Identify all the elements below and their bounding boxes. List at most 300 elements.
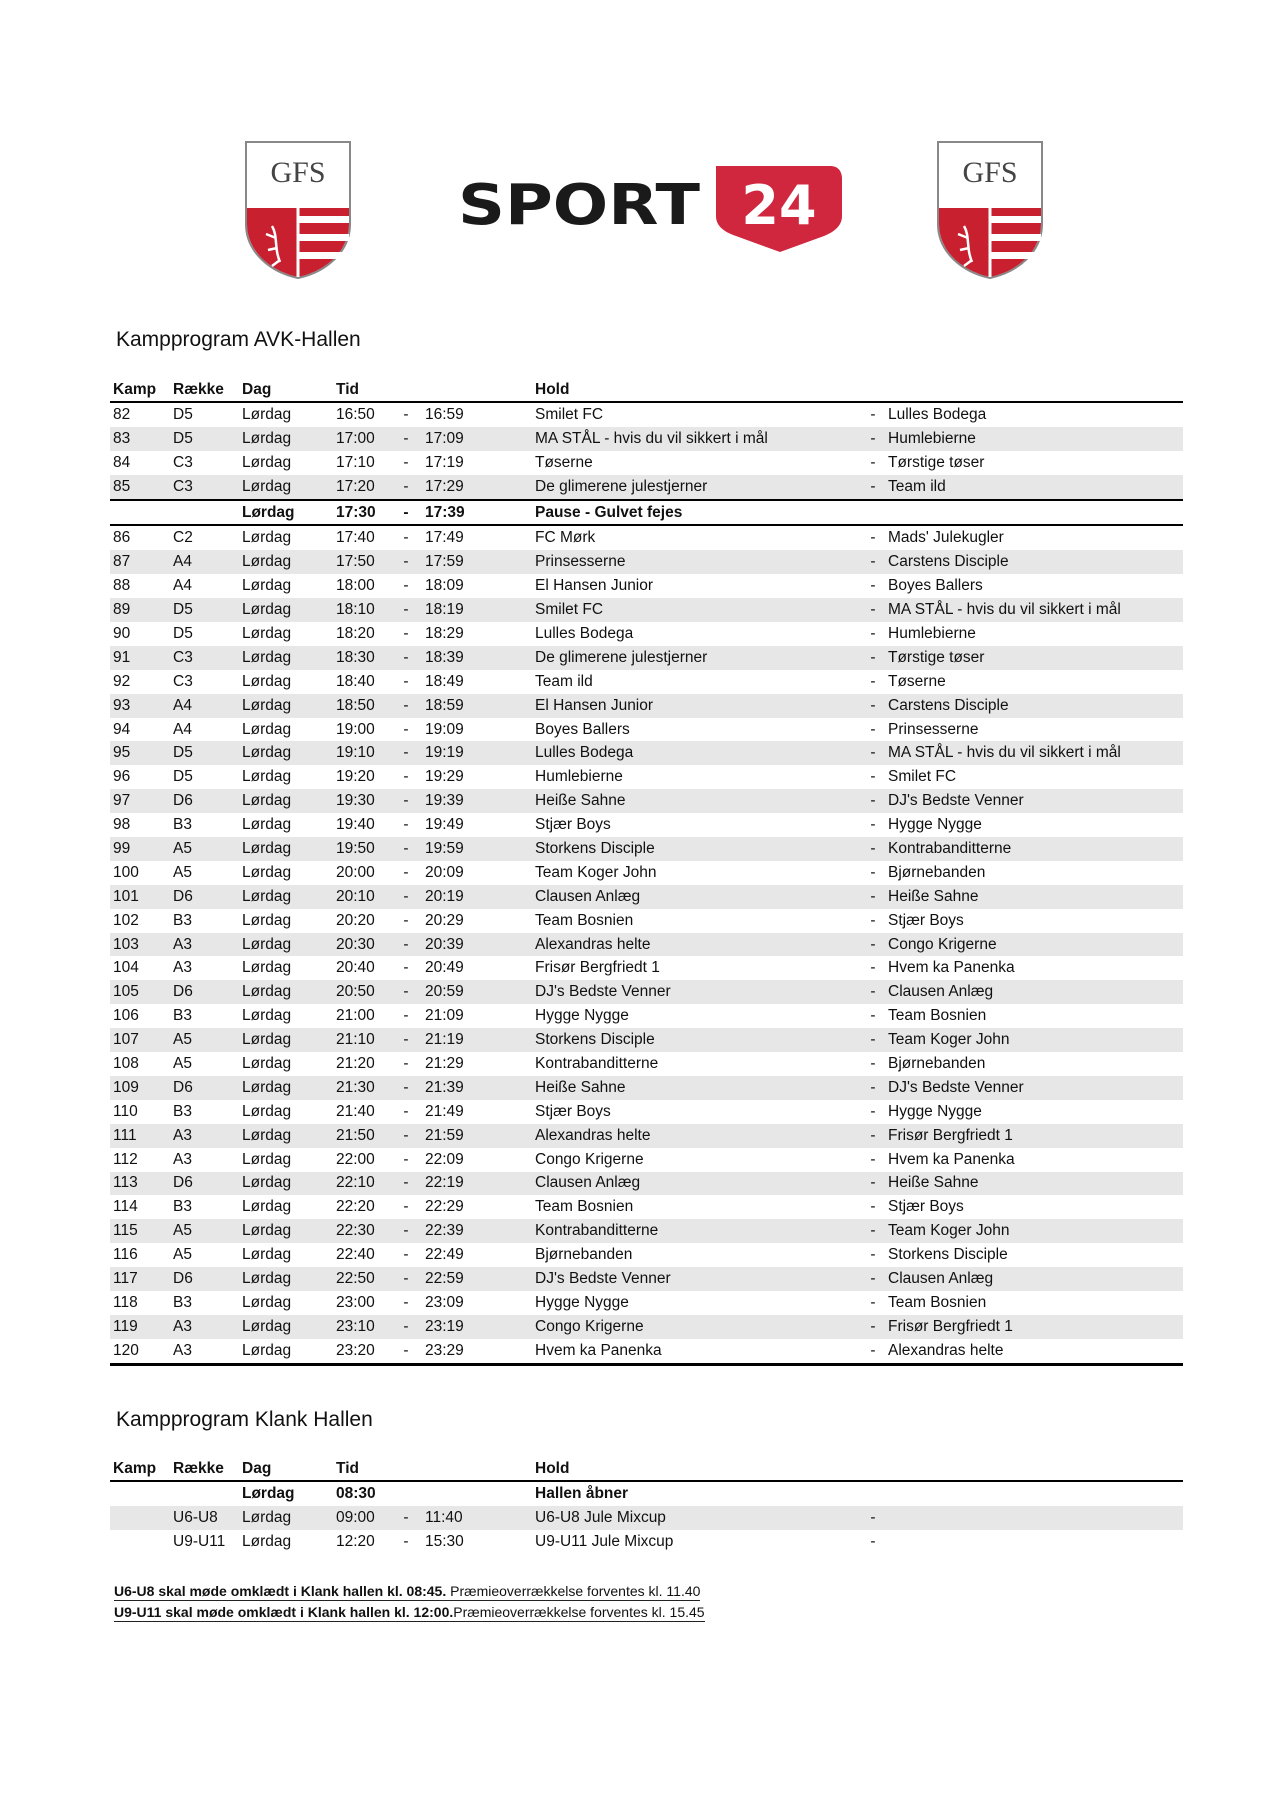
cell-away: DJ's Bedste Venner: [885, 1076, 1183, 1100]
cell-away: Lulles Bodega: [888, 405, 987, 423]
cell-dash: -: [390, 598, 422, 622]
cell-raekke: B3: [173, 816, 192, 834]
cell-t1: 17:40: [336, 529, 375, 547]
cell-dash: -: [390, 1267, 422, 1291]
section-title-avk: Kampprogram AVK-Hallen: [116, 328, 361, 351]
table-row: [110, 1339, 1183, 1364]
cell-sep: -: [861, 598, 885, 622]
cell-raekke: D5: [173, 624, 193, 642]
cell-sep: -: [861, 885, 885, 909]
cell-home: U6-U8 Jule Mixcup: [532, 1506, 861, 1530]
table-row: [110, 1100, 1183, 1124]
table-row: [110, 574, 1183, 598]
cell-t2: 22:29: [425, 1198, 464, 1216]
cell-home: Storkens Disciple: [532, 1028, 861, 1052]
cell-t2: 23:09: [425, 1293, 464, 1311]
cell-dag: Lørdag: [242, 577, 292, 595]
cell-dag: Lørdag: [242, 1007, 292, 1025]
cell-raekke: D6: [170, 1172, 239, 1196]
cell-away: Congo Krigerne: [885, 933, 1183, 957]
cell-home: Team Koger John: [535, 863, 657, 881]
cell-t2: 18:09: [425, 577, 464, 595]
cell-away: Smilet FC: [888, 768, 957, 786]
cell-t1: 23:00: [336, 1293, 375, 1311]
cell-raekke: A5: [170, 837, 239, 861]
cell-home: Team Bosnien: [535, 1198, 634, 1216]
cell-home: FC Mørk: [535, 529, 596, 547]
cell-dag: Lørdag: [239, 1339, 333, 1364]
cell-sep: -: [870, 624, 876, 642]
cell-t1: 19:20: [336, 768, 375, 786]
cell-home: Kontrabanditterne: [535, 1054, 659, 1072]
table-row: [110, 956, 1183, 980]
cell-raekke: A3: [170, 933, 239, 957]
cell-home: Frisør Bergfriedt 1: [535, 959, 660, 977]
table-row: [110, 789, 1183, 813]
cell-away: Clausen Anlæg: [885, 1267, 1183, 1291]
cell-kamp: 109: [110, 1076, 170, 1100]
cell-t2: 19:29: [425, 768, 464, 786]
cell-away: DJ's Bedste Venner: [885, 789, 1183, 813]
cell-kamp: 90: [113, 624, 131, 642]
cell-t1: 18:50: [333, 694, 390, 718]
cell-t1: 19:10: [333, 741, 390, 765]
schedule-table-avk: [110, 379, 1183, 1366]
cell-sep: -: [861, 1267, 885, 1291]
cell-dash: -: [403, 1007, 409, 1025]
cell-home: Team Bosnien: [535, 911, 634, 929]
cell-away: Heiße Sahne: [885, 885, 1183, 909]
cell-home: El Hansen Junior: [535, 577, 654, 595]
cell-home: Bjørnebanden: [535, 1246, 633, 1264]
table-row: [110, 622, 1183, 646]
cell-t1: 17:50: [333, 550, 390, 574]
cell-away: [885, 500, 1183, 526]
cell-raekke: [170, 1481, 239, 1506]
gfs-crest-logo: [244, 140, 352, 280]
cell-sep: -: [870, 1246, 876, 1264]
cell-kamp: 111: [110, 1124, 170, 1148]
cell-away: Team Koger John: [885, 1028, 1183, 1052]
cell-dag: Lørdag: [239, 885, 333, 909]
cell-sep: -: [870, 720, 876, 738]
cell-raekke: A4: [170, 550, 239, 574]
cell-dag: Lørdag: [239, 1124, 333, 1148]
cell-raekke: A5: [173, 1054, 192, 1072]
cell-t2: 22:09: [425, 1150, 464, 1168]
cell-t1: 19:40: [336, 816, 375, 834]
cell-sep: -: [870, 577, 876, 595]
cell-dash: -: [403, 1150, 409, 1168]
cell-home: DJ's Bedste Venner: [532, 980, 861, 1004]
gfs-crest-logo: [936, 140, 1044, 280]
cell-t1: 20:40: [336, 959, 375, 977]
table-row: [110, 1219, 1183, 1243]
cell-dash: -: [390, 933, 422, 957]
table-row: [110, 1530, 1183, 1554]
table-row: [110, 741, 1183, 765]
table-row: [110, 837, 1183, 861]
cell-sep: -: [861, 1506, 885, 1530]
cell-raekke: B3: [173, 911, 192, 929]
cell-dash: -: [390, 980, 422, 1004]
cell-t2: 15:30: [425, 1532, 464, 1550]
cell-dag: Lørdag: [242, 911, 292, 929]
cell-dag: Lørdag: [242, 1150, 292, 1168]
cell-raekke: A4: [173, 577, 192, 595]
cell-dag: Lørdag: [239, 741, 333, 765]
cell-dash: -: [403, 672, 409, 690]
col-raekke: Række: [170, 379, 239, 402]
table-row: [110, 1124, 1183, 1148]
cell-raekke: D6: [170, 1267, 239, 1291]
cell-t1: 22:00: [336, 1150, 375, 1168]
col-dag: Dag: [239, 379, 333, 402]
table-row: [110, 475, 1183, 500]
cell-kamp: 98: [113, 816, 131, 834]
cell-kamp: 82: [113, 405, 131, 423]
cell-away: Carstens Disciple: [885, 694, 1183, 718]
cell-away: Kontrabanditterne: [885, 837, 1183, 861]
cell-sep: -: [861, 1339, 885, 1364]
cell-raekke: B3: [173, 1293, 192, 1311]
cell-sep: -: [870, 1007, 876, 1025]
cell-dag: Lørdag: [242, 672, 292, 690]
cell-dag: Lørdag: [242, 863, 292, 881]
cell-t1: 19:50: [333, 837, 390, 861]
cell-home: El Hansen Junior: [532, 694, 861, 718]
cell-kamp: 116: [113, 1246, 138, 1264]
cell-raekke: D5: [170, 598, 239, 622]
cell-sep: -: [870, 405, 876, 423]
col-kamp: Kamp: [110, 1458, 170, 1481]
cell-sep: -: [870, 453, 876, 471]
cell-dash: -: [403, 1102, 409, 1120]
cell-raekke: B3: [173, 1198, 192, 1216]
cell-t2: 17:39: [422, 500, 532, 526]
cell-t2: 22:19: [422, 1172, 532, 1196]
cell-kamp: 113: [110, 1172, 170, 1196]
table-row: [110, 1291, 1183, 1315]
cell-home: Hvem ka Panenka: [532, 1339, 861, 1364]
cell-t1: 17:20: [333, 475, 390, 500]
cell-kamp: 110: [113, 1102, 138, 1120]
cell-t1: 12:20: [336, 1532, 375, 1550]
cell-kamp: 91: [110, 646, 170, 670]
cell-dash: -: [390, 789, 422, 813]
cell-kamp: [110, 1530, 170, 1554]
cell-away: Bjørnebanden: [888, 863, 986, 881]
cell-away: Team ild: [885, 475, 1183, 500]
cell-raekke: D5: [173, 768, 193, 786]
cell-home: Team ild: [535, 672, 593, 690]
header-logos: [0, 140, 1282, 290]
cell-dash: -: [403, 405, 409, 423]
cell-dash: -: [390, 427, 422, 451]
cell-away: Tøserne: [888, 672, 946, 690]
cell-dash: -: [390, 741, 422, 765]
cell-dag: Lørdag: [239, 1172, 333, 1196]
cell-dash: -: [403, 911, 409, 929]
cell-dash: -: [390, 1339, 422, 1364]
cell-dag: Lørdag: [239, 598, 333, 622]
table-row: [110, 813, 1183, 837]
cell-away: Humlebierne: [885, 427, 1183, 451]
cell-raekke: C3: [170, 646, 239, 670]
cell-home: Lulles Bodega: [535, 624, 634, 642]
col-dag: Dag: [239, 1458, 333, 1481]
table-row: [110, 1506, 1183, 1530]
cell-t1: 18:30: [333, 646, 390, 670]
cell-kamp: 119: [110, 1315, 170, 1339]
cell-t2: 19:49: [425, 816, 464, 834]
cell-dash: -: [403, 1246, 409, 1264]
cell-sep: -: [861, 837, 885, 861]
cell-dag: Lørdag: [239, 1315, 333, 1339]
cell-t1: 18:10: [333, 598, 390, 622]
cell-raekke: A5: [170, 1219, 239, 1243]
cell-dag: Lørdag: [239, 1028, 333, 1052]
cell-t1: 16:50: [336, 405, 375, 423]
table-row: [110, 765, 1183, 789]
cell-t1: 23:20: [333, 1339, 390, 1364]
cell-kamp: [110, 1481, 170, 1506]
table-row: [110, 525, 1183, 550]
cell-dash: -: [403, 577, 409, 595]
cell-dag: Lørdag: [239, 1219, 333, 1243]
cell-home: Congo Krigerne: [535, 1150, 644, 1168]
cell-t2: 17:49: [425, 529, 464, 547]
cell-t1: 21:00: [336, 1007, 375, 1025]
cell-dash: -: [390, 500, 422, 526]
cell-home: Boyes Ballers: [535, 720, 630, 738]
cell-away: Tørstige tøser: [885, 646, 1183, 670]
cell-raekke: A5: [170, 1028, 239, 1052]
table-row: [110, 694, 1183, 718]
cell-home: Storkens Disciple: [532, 837, 861, 861]
cell-dag: Lørdag: [242, 1102, 292, 1120]
cell-sep: -: [870, 1054, 876, 1072]
table-row: [110, 1076, 1183, 1100]
cell-away: Humlebierne: [888, 624, 976, 642]
cell-dash: -: [390, 1076, 422, 1100]
cell-home: U9-U11 Jule Mixcup: [535, 1532, 674, 1550]
table-row: [110, 1004, 1183, 1028]
cell-kamp: 89: [110, 598, 170, 622]
cell-t1: 21:10: [333, 1028, 390, 1052]
cell-sep: -: [870, 529, 876, 547]
cell-t2: 21:59: [422, 1124, 532, 1148]
cell-dash: -: [390, 1506, 422, 1530]
cell-dash: -: [390, 646, 422, 670]
cell-dag: Lørdag: [242, 624, 292, 642]
cell-raekke: A4: [170, 694, 239, 718]
cell-dag: Lørdag: [239, 694, 333, 718]
cell-kamp: 114: [113, 1198, 138, 1216]
cell-t1: 22:40: [336, 1246, 375, 1264]
cell-sep: -: [861, 933, 885, 957]
cell-sep: -: [861, 550, 885, 574]
cell-dag: Lørdag: [239, 1267, 333, 1291]
cell-t1: 22:10: [333, 1172, 390, 1196]
cell-kamp: 86: [113, 529, 131, 547]
cell-t2: 18:39: [422, 646, 532, 670]
cell-away: Clausen Anlæg: [885, 980, 1183, 1004]
table-row: [110, 1267, 1183, 1291]
cell-t2: 21:19: [422, 1028, 532, 1052]
cell-dash: -: [390, 694, 422, 718]
cell-dag: Lørdag: [242, 768, 292, 786]
section-title-klank: Kampprogram Klank Hallen: [116, 1408, 373, 1431]
cell-dag: Lørdag: [239, 980, 333, 1004]
cell-home: Clausen Anlæg: [532, 1172, 861, 1196]
cell-dag: Lørdag: [242, 1293, 292, 1311]
table-row: [110, 980, 1183, 1004]
cell-raekke: D6: [170, 789, 239, 813]
cell-raekke: A5: [173, 1246, 192, 1264]
cell-sep: -: [861, 789, 885, 813]
cell-raekke: D6: [170, 885, 239, 909]
cell-t2: 16:59: [425, 405, 464, 423]
cell-t1: 08:30: [336, 1484, 376, 1502]
cell-t2: 20:49: [425, 959, 464, 977]
cell-dash: -: [390, 837, 422, 861]
cell-sep: -: [870, 1532, 876, 1550]
cell-sep: -: [870, 768, 876, 786]
cell-kamp: 101: [110, 885, 170, 909]
cell-t2: 23:19: [422, 1315, 532, 1339]
cell-home: Stjær Boys: [535, 816, 611, 834]
col-tid: Tid: [333, 379, 390, 402]
cell-raekke: D5: [170, 427, 239, 451]
cell-t2: 23:29: [422, 1339, 532, 1364]
cell-dash: -: [403, 453, 409, 471]
cell-dash: -: [390, 475, 422, 500]
cell-t1: 20:00: [336, 863, 375, 881]
cell-t1: 18:00: [336, 577, 375, 595]
cell-home: Pause - Gulvet fejes: [532, 500, 861, 526]
cell-dag: Lørdag: [242, 816, 292, 834]
col-kamp: Kamp: [110, 379, 170, 402]
cell-dag: Lørdag: [239, 427, 333, 451]
cell-home: Tøserne: [535, 453, 593, 471]
cell-kamp: 107: [110, 1028, 170, 1052]
cell-kamp: 95: [110, 741, 170, 765]
cell-t1: 21:20: [336, 1054, 375, 1072]
cell-away: Hygge Nygge: [888, 816, 982, 834]
cell-kamp: 97: [110, 789, 170, 813]
cell-kamp: 83: [110, 427, 170, 451]
cell-away: Team Bosnien: [888, 1007, 987, 1025]
cell-dash: -: [390, 550, 422, 574]
cell-dash: -: [390, 1219, 422, 1243]
cell-dash: -: [390, 1028, 422, 1052]
cell-raekke: [170, 500, 239, 526]
cell-kamp: 105: [110, 980, 170, 1004]
cell-raekke: A3: [170, 1315, 239, 1339]
cell-raekke: D6: [170, 980, 239, 1004]
cell-away: Hygge Nygge: [888, 1102, 982, 1120]
cell-away: Team Koger John: [885, 1219, 1183, 1243]
cell-raekke: C2: [173, 529, 193, 547]
cell-dash: -: [390, 1315, 422, 1339]
cell-t1: 21:30: [333, 1076, 390, 1100]
cell-sep: -: [870, 863, 876, 881]
cell-t1: 09:00: [333, 1506, 390, 1530]
cell-t2: 18:29: [425, 624, 464, 642]
cell-away: Team Bosnien: [888, 1293, 987, 1311]
cell-dash: -: [390, 1172, 422, 1196]
cell-home: Heiße Sahne: [532, 789, 861, 813]
cell-kamp: 117: [110, 1267, 170, 1291]
cell-t1: 20:20: [336, 911, 375, 929]
cell-dag: Lørdag: [242, 453, 292, 471]
cell-sep: -: [861, 1315, 885, 1339]
cell-dash: -: [403, 863, 409, 881]
cell-t1: 20:30: [333, 933, 390, 957]
cell-home: Alexandras helte: [532, 933, 861, 957]
cell-dag: Lørdag: [239, 550, 333, 574]
cell-sep: -: [861, 1219, 885, 1243]
cell-home: Stjær Boys: [535, 1102, 611, 1120]
cell-away: Frisør Bergfriedt 1: [885, 1315, 1183, 1339]
cell-t2: 22:39: [422, 1219, 532, 1243]
note-line: U6-U8 skal møde omklædt i Klank hallen kl. 08:45. Præmieoverrækkelse forventes kl. 11.40: [114, 1583, 701, 1599]
notes: [114, 1583, 705, 1625]
table-row: [110, 933, 1183, 957]
table-row: [110, 402, 1183, 427]
cell-away: Hvem ka Panenka: [888, 959, 1015, 977]
schedule-table-klank: [110, 1458, 1183, 1554]
cell-t2: 20:39: [422, 933, 532, 957]
cell-away: Alexandras helte: [885, 1339, 1183, 1364]
cell-away: Stjær Boys: [888, 911, 964, 929]
cell-kamp: 115: [110, 1219, 170, 1243]
cell-dash: -: [403, 1198, 409, 1216]
cell-t2: 18:59: [422, 694, 532, 718]
table-row: [110, 427, 1183, 451]
table-row: [110, 861, 1183, 885]
cell-dag: Lørdag: [242, 529, 292, 547]
cell-home: De glimerene julestjerner: [532, 646, 861, 670]
cell-t2: 19:59: [422, 837, 532, 861]
cell-dag: Lørdag: [239, 837, 333, 861]
cell-home: Humlebierne: [535, 768, 623, 786]
cell-home: Lulles Bodega: [532, 741, 861, 765]
cell-raekke: U9-U11: [173, 1532, 226, 1550]
cell-raekke: D6: [170, 1076, 239, 1100]
cell-t1: 21:40: [336, 1102, 375, 1120]
cell-dag: Lørdag: [239, 789, 333, 813]
cell-sep: -: [870, 911, 876, 929]
cell-dag: Lørdag: [239, 933, 333, 957]
svg-text:GFS: GFS: [962, 156, 1018, 189]
cell-dag: Lørdag: [242, 720, 292, 738]
cell-raekke: D5: [173, 405, 193, 423]
cell-home: Smilet FC: [535, 405, 604, 423]
col-hold: Hold: [532, 379, 861, 402]
cell-raekke: A3: [173, 959, 192, 977]
cell-t2: 11:40: [422, 1506, 532, 1530]
cell-dash: -: [403, 720, 409, 738]
schedule-body-klank: [110, 1481, 1183, 1554]
table-row: [110, 1172, 1183, 1196]
cell-away: Boyes Ballers: [888, 577, 983, 595]
cell-home: Prinsesserne: [532, 550, 861, 574]
cell-t2: 19:09: [425, 720, 464, 738]
cell-home: DJ's Bedste Venner: [532, 1267, 861, 1291]
table-header: [110, 1458, 1183, 1481]
